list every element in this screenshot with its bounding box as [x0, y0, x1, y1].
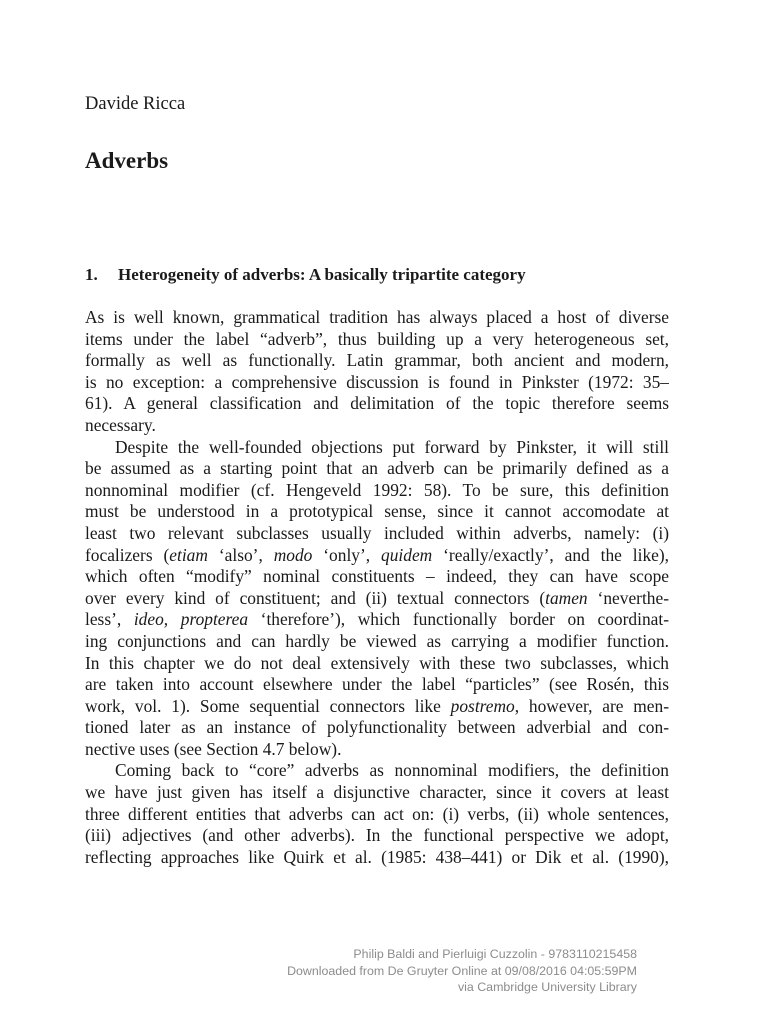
- latin-term: etiam: [169, 544, 208, 565]
- text-line: [85, 588, 669, 610]
- text-line: In this chapter we do not deal extensively with these two subclasses, which: [85, 652, 669, 673]
- watermark-line: Downloaded from De Gruyter Online at 09/08/2016 04:05:59PM: [287, 963, 637, 978]
- text-line: three different entities that adverbs can act on: (i) verbs, (ii) whole sentences,: [85, 803, 669, 824]
- text-line: [85, 545, 669, 567]
- text-line: which often “modify” nominal constituents – indeed, they can have scope: [85, 566, 669, 587]
- text-line: reflecting approaches like Quirk et al. (1985: 438–441) or Dik et al. (1990),: [85, 846, 669, 867]
- text-line: Coming back to “core” adverbs as nonnominal modifiers, the definition: [115, 760, 669, 781]
- text-line: items under the label “adverb”, thus building up a very heterogeneous set,: [85, 328, 669, 349]
- text-line: necessary.: [85, 414, 156, 435]
- text-line: nective uses (see Section 4.7 below).: [85, 738, 342, 759]
- text-line: [85, 609, 669, 631]
- text-line: least two relevant subclasses usually included within adverbs, namely: (i): [85, 522, 669, 543]
- section-heading-text: Heterogeneity of adverbs: A basically tripartite category: [118, 265, 526, 284]
- text-line: are taken into account elsewhere under the label “particles” (see Rosén, this: [85, 674, 669, 695]
- text-segment: ‘therefore’), which functionally border on coordinat-: [248, 609, 669, 630]
- text-segment: , however, are men-: [514, 695, 669, 716]
- text-line: is no exception: a comprehensive discussion is found in Pinkster (1972: 35–: [85, 371, 669, 392]
- text-line: be assumed as a starting point that an adverb can be primarily defined as a: [85, 458, 669, 479]
- text-line: ing conjunctions and can hardly be viewed as carrying a modifier function.: [85, 630, 669, 651]
- text-line: must be understood in a prototypical sense, since it cannot accomodate at: [85, 501, 669, 522]
- text-line: tioned later as an instance of polyfunctionality between adverbial and con-: [85, 717, 669, 738]
- text-segment: work, vol. 1). Some sequential connectors like: [85, 695, 451, 716]
- latin-term: modo: [273, 544, 313, 565]
- section-heading: [85, 265, 526, 285]
- text-line: (iii) adjectives (and other adverbs). In the functional perspective we adopt,: [85, 825, 669, 846]
- text-line: [85, 696, 669, 718]
- text-segment: focalizers (: [85, 544, 170, 565]
- author-name: Davide Ricca: [85, 94, 186, 114]
- body-text: [85, 307, 669, 868]
- section-number: 1.: [85, 265, 98, 284]
- latin-term: quidem: [381, 544, 433, 565]
- download-watermark: [287, 946, 637, 996]
- text-line: formally as well as functionally. Latin grammar, both ancient and modern,: [85, 350, 669, 371]
- text-line: 61). A general classification and delimitation of the topic therefore seems: [85, 393, 669, 414]
- text-segment: less’,: [85, 609, 134, 630]
- text-segment: ‘neverthe-: [587, 587, 669, 608]
- text-line: Despite the well-founded objections put forward by Pinkster, it will still: [115, 436, 669, 457]
- watermark-line: Philip Baldi and Pierluigi Cuzzolin - 9783110215458: [353, 947, 637, 961]
- text-segment: over every kind of constituent; and (ii) textual connectors (: [85, 587, 546, 608]
- text-line: nonnominal modifier (cf. Hengeveld 1992: 58). To be sure, this definition: [85, 479, 669, 500]
- text-segment: ‘only’,: [312, 544, 382, 565]
- chapter-title: Adverbs: [85, 148, 169, 173]
- text-line: we have just given has itself a disjunctive character, since it covers at least: [85, 782, 669, 803]
- watermark-line: via Cambridge University Library: [457, 980, 637, 995]
- latin-term: ideo, propterea: [133, 609, 249, 630]
- latin-term: postremo: [450, 695, 515, 716]
- text-segment: ‘also’,: [207, 544, 274, 565]
- text-line: As is well known, grammatical tradition has always placed a host of diverse: [85, 307, 669, 327]
- latin-term: tamen: [545, 587, 588, 608]
- text-segment: ‘really/exactly’, and the like),: [432, 544, 669, 565]
